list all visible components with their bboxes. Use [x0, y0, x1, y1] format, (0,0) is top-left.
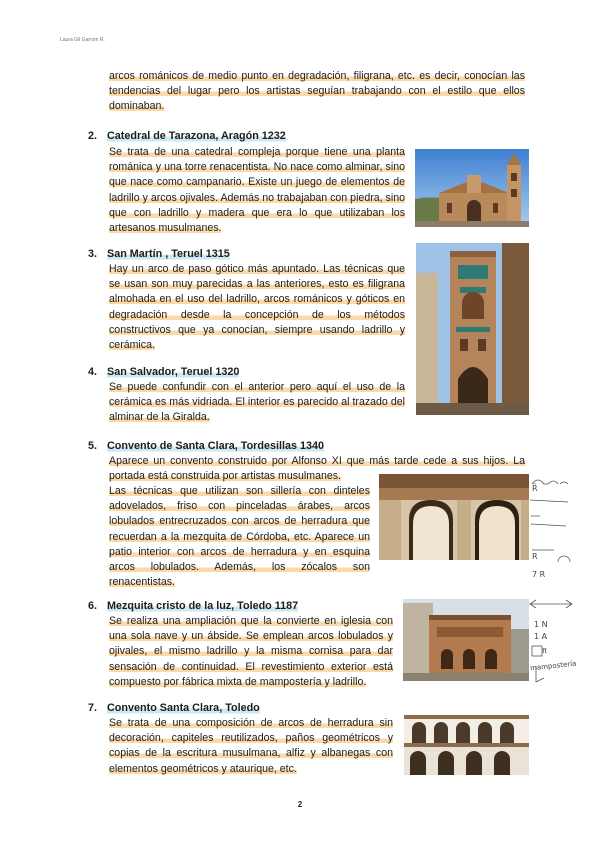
section-body-7: Se trata de una composición de arcos de herradura sin decoración, capiteles reutilizados, paños geométricos y copias de la escritura musulmana, alfiz y albanegas con elementos geométricos y ataurique, etc.: [109, 717, 393, 775]
tarazona-cathedral-image: [415, 149, 529, 227]
margin-note-7r: 7 R: [532, 570, 546, 579]
margin-note-1n: 1 N: [534, 620, 548, 629]
section-heading-7: 7. Convento Santa Clara, Toledo: [88, 702, 260, 714]
san-martin-tower-image: [416, 243, 529, 415]
author-name: Laura Gil Garnón R.: [60, 37, 105, 43]
margin-note-r-macron: R̄: [532, 484, 538, 493]
section-heading-3: 3. San Martín , Teruel 1315: [88, 248, 230, 260]
santa-clara-tordesillas-image: [379, 474, 529, 560]
santa-clara-toledo-image: [404, 707, 529, 775]
margin-note-pi: π: [542, 646, 547, 655]
section-heading-4: 4. San Salvador, Teruel 1320: [88, 366, 240, 378]
section-body-5: Las técnicas que utilizan son sillería con dinteles adovelados, friso con pinceladas árabes, arcos lobulados entrecruzados con arcos de herradura que recuerdan a la mezquita de Córdoba, etc. Aparece un patio interior con arcos de herradura y en esquina arcos lobulados. Además, los zócalos son renacentistas.: [109, 485, 370, 589]
section-body-2: Se trata de una catedral compleja porque tiene una planta románica y una torre renacentista. No nace como alminar, sino que nace como campanario. Existe un juego de elementos de ladrillo y arcos ojivales. Además no trabajaban con piedra, sino que con ladrillo y madera que era lo que utilizaban los artesanos musulmanes.: [109, 146, 405, 235]
intro-paragraph: arcos románicos de medio punto en degradación, filigrana, etc. es decir, conocían las tendencias del lugar pero los artistas seguían trabajando con el estilo que ellos dominaban.: [109, 70, 525, 113]
section-body-4: Se puede confundir con el anterior pero aquí el uso de la cerámica es más vidriada. El interior es parecido al trazado del alminar de la Giralda.: [109, 381, 405, 424]
margin-note-mamposteria: mampostería: [529, 659, 577, 673]
margin-note-r: R: [532, 552, 538, 561]
margin-note-1a: 1 A: [534, 632, 548, 641]
section-heading-5: 5. Convento de Santa Clara, Tordesillas 1340: [88, 440, 325, 452]
section-body-3: Hay un arco de paso gótico más apuntado. Las técnicas que se usan son muy parecidas a las anteriores, esto es filigrana almohada en el uso del ladrillo, arcos románicos y góticos en degradación desde la concepción de los métodos constructivos que ya conocían, siempre usando ladrillo y cerámica.: [109, 263, 405, 352]
section-body-6: Se realiza una ampliación que la convierte en iglesia con una sola nave y un ábside. Se emplean arcos lobulados y ojivales, el mismo ladrillo y la misma cornisa para dar sensación de continuidad. El revestimiento exterior está compuesto por fábrica mixta de mampostería y ladrillo.: [109, 615, 393, 688]
page-number: 2: [297, 800, 303, 809]
cristo-de-la-luz-image: [403, 599, 529, 681]
section-heading-2: 2. Catedral de Tarazona, Aragón 1232: [88, 130, 286, 142]
section-heading-6: 6. Mezquita cristo de la luz, Toledo 1187: [88, 600, 299, 612]
section-body-5-intro: Aparece un convento construido por Alfonso XI que más tarde cede a sus hijos. La portada está construida por artistas musulmanes.: [109, 455, 525, 483]
